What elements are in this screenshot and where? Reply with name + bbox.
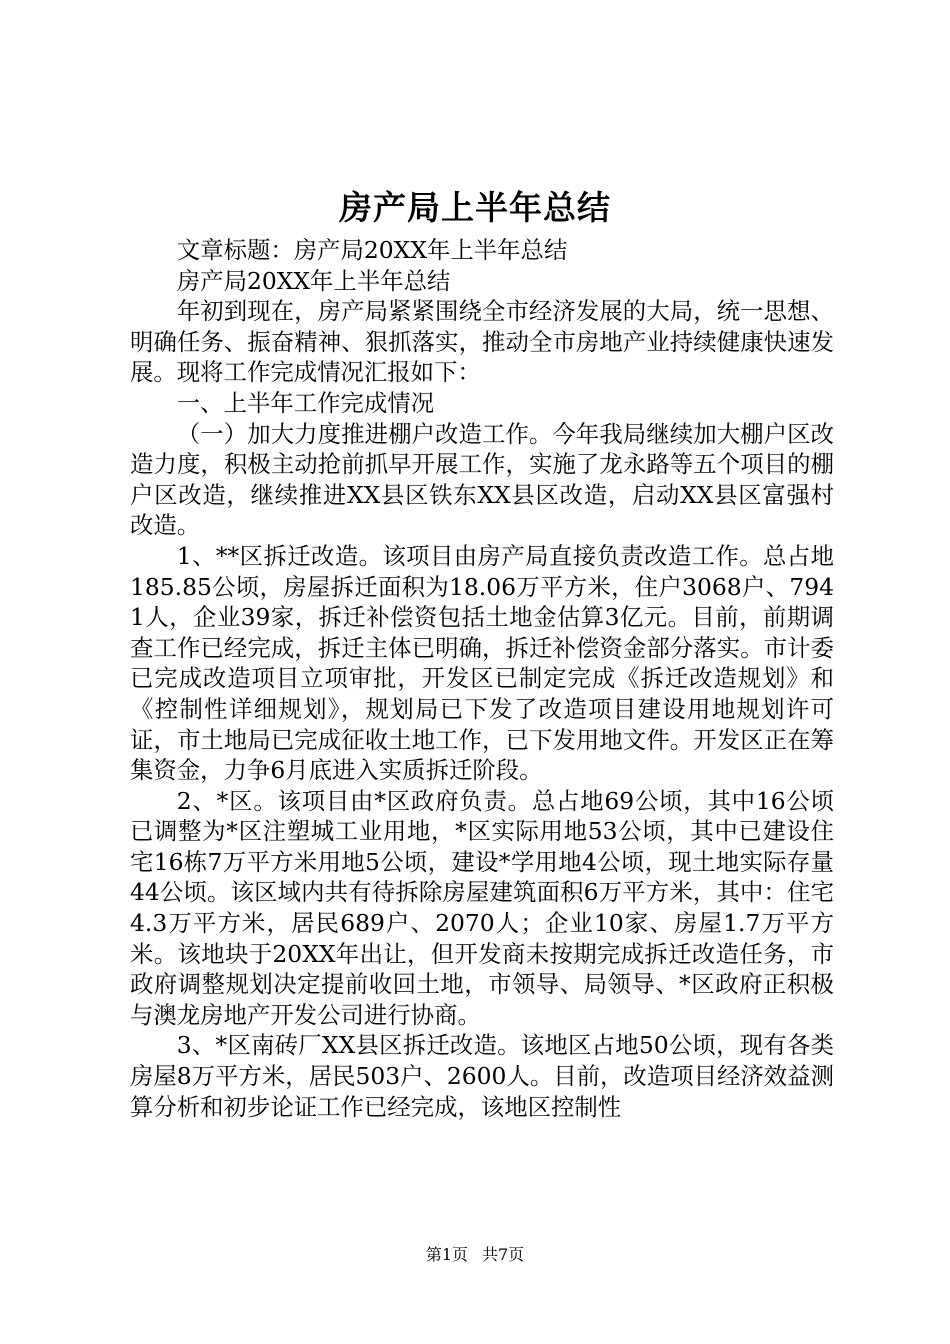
intro-paragraph: 年初到现在，房产局紧紧围绕全市经济发展的大局，统一思想、明确任务、振奋精神、狠抓落实，推动全市房地产业持续健康快速发展。现将工作完成情况汇报如下： <box>130 297 834 387</box>
item-2-paragraph: 2、*区。该项目由*区政府负责。总占地69公顷，其中16公顷已调整为*区注塑城工业用地，*区实际用地53公顷，其中已建设住宅16栋7万平方米用地5公顷，建设*学用地4公顷，现土地实际存量44公顷。该区域内共有待拆除房屋建筑面积6万平方米，其中：住宅4.3万平方米，居民689户、2070人；企业10家、房屋1.7万平方米。该地块于20XX年出让，但开发商未按期完成拆迁改造任务，市政府调整规划决定提前收回土地，市领导、局领导、*区政府正积极与澳龙房地产开发公司进行协商。 <box>130 786 834 1029</box>
item-3-paragraph: 3、*区南砖厂XX县区拆迁改造。该地区占地50公顷，现有各类房屋8万平方米，居民503户、2600人。目前，改造项目经济效益测算分析和初步论证工作已经完成，该地区控制性 <box>130 1031 834 1121</box>
item-1-paragraph: 1、**区拆迁改造。该项目由房产局直接负责改造工作。总占地185.85公顷，房屋拆迁面积为18.06万平方米，住户3068户、7941人，企业39家，拆迁补偿资包括土地金估算3亿元。目前，前期调查工作已经完成，拆迁主体已明确，拆迁补偿资金部分落实。市计委已完成改造项目立项审批，开发区已制定完成《拆迁改造规划》和《控制性详细规划》，规划局已下发了改造项目建设用地规划许可证，市土地局已完成征收土地工作，已下发用地文件。开发区正在筹集资金，力争6月底进入实质拆迁阶段。 <box>130 541 834 785</box>
document-body <box>130 235 834 1122</box>
subtitle-line: 房产局20XX年上半年总结 <box>176 266 451 295</box>
page-number: 第1页 <box>425 1245 468 1264</box>
subsection-paragraph: （一）加大力度推进棚户改造工作。今年我局继续加大棚户区改造力度，积极主动抢前抓早开展工作，实施了龙永路等五个项目的棚户区改造，继续推进XX县区铁东XX县区改造，启动XX县区富强村改造。 <box>130 419 834 540</box>
section-heading: 一、上半年工作完成情况 <box>176 388 435 417</box>
document-title: 房产局上半年总结 <box>339 188 611 227</box>
page-footer <box>0 1245 950 1265</box>
article-title-line: 文章标题：房产局20XX年上半年总结 <box>176 236 568 264</box>
page-total: 共7页 <box>482 1245 525 1264</box>
